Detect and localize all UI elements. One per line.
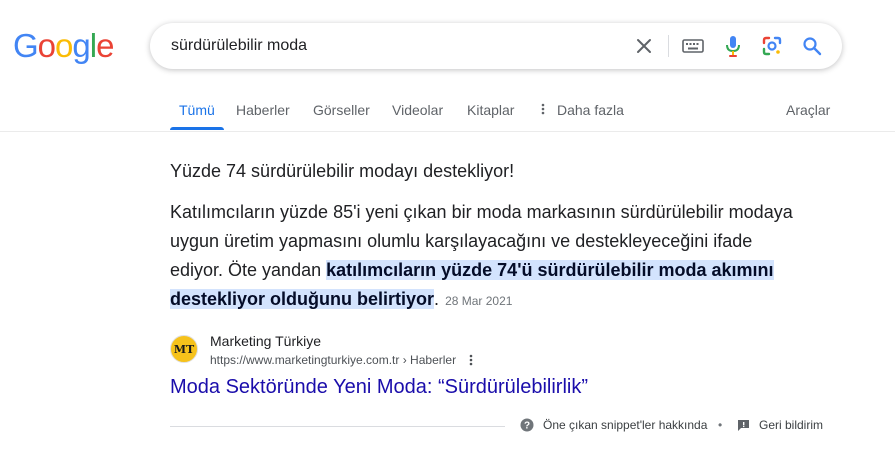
source-favicon[interactable]: MT <box>170 335 198 363</box>
about-snippets-label: Öne çıkan snippet'ler hakkında <box>543 418 708 432</box>
snippet-text: Katılımcıların yüzde 85'i yeni çıkan bir moda markasının sürdürülebilir modaya uygun üretim yapmasını olumlu karşılayacağını ve destekleyeceğini ifade ediyor. Öte yandan <box>170 202 793 280</box>
tools-button[interactable]: Araçlar <box>786 102 831 118</box>
snippet-heading: Yüzde 74 sürdürülebilir modayı destekliyor! <box>170 161 515 181</box>
snippet-highlight: katılımcıların yüzde 74'ü sürdürülebilir moda akımını destekliyor olduğunu belirtiyor <box>170 260 774 309</box>
microphone-icon[interactable] <box>721 34 745 58</box>
search-box <box>150 23 842 69</box>
about-snippets-link[interactable] <box>520 418 707 432</box>
tab-all[interactable]: Tümü <box>179 102 215 118</box>
snippet-body <box>170 198 810 316</box>
more-vert-icon <box>541 102 551 118</box>
logo-letter: G <box>13 27 38 64</box>
logo-letter: e <box>96 27 114 64</box>
tab-news[interactable]: Haberler <box>236 102 290 118</box>
logo-letter: g <box>72 27 90 64</box>
search-divider <box>668 35 669 57</box>
source-name[interactable]: Marketing Türkiye <box>210 333 322 349</box>
active-tab-indicator <box>170 127 224 130</box>
more-options-icon[interactable] <box>466 352 476 368</box>
feedback-icon <box>737 419 750 432</box>
tab-more-label: Daha fazla <box>557 102 624 118</box>
logo-letter: o <box>55 27 73 64</box>
logo-letter: o <box>37 27 56 64</box>
tab-more[interactable] <box>541 102 624 118</box>
footer-separator: • <box>718 418 723 432</box>
snippet-text-end: . <box>434 289 440 309</box>
result-title-link[interactable]: Moda Sektöründe Yeni Moda: “Sürdürülebilirlik” <box>170 376 589 398</box>
source-url[interactable]: https://www.marketingturkiye.com.tr › Haberler <box>210 353 457 367</box>
keyboard-icon[interactable] <box>681 34 705 58</box>
feedback-label: Geri bildirim <box>759 418 824 432</box>
lens-icon[interactable] <box>760 34 784 58</box>
tab-videos[interactable]: Videolar <box>392 102 444 118</box>
snippet-date: 28 Mar 2021 <box>445 294 513 308</box>
svg-text:?: ? <box>523 420 531 432</box>
divider <box>170 426 505 427</box>
google-logo[interactable] <box>13 26 113 66</box>
logo-letter: l <box>89 27 97 64</box>
search-input[interactable] <box>171 23 611 69</box>
search-icon[interactable] <box>800 34 824 58</box>
feedback-link[interactable] <box>737 418 823 432</box>
tab-books[interactable]: Kitaplar <box>467 102 515 118</box>
close-icon[interactable] <box>632 34 656 58</box>
tab-images[interactable]: Görseller <box>313 102 370 118</box>
help-icon <box>520 418 534 432</box>
search-tabs <box>0 90 895 132</box>
